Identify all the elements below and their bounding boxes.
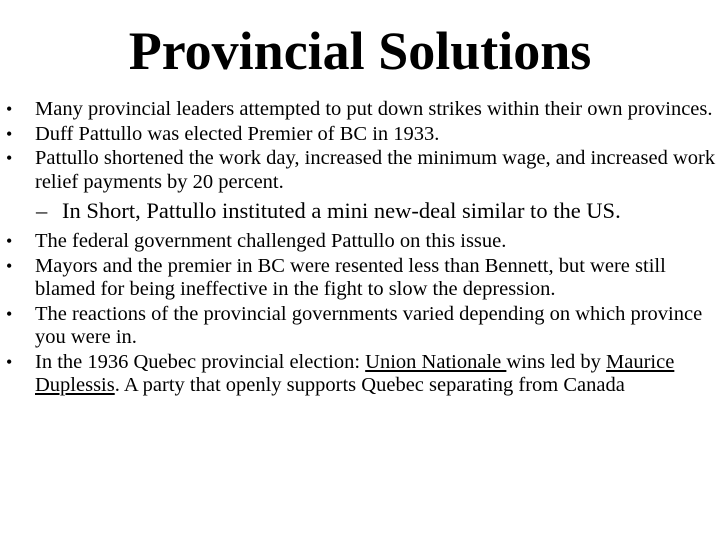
bullet-list: [6, 98, 718, 399]
bullet-text: Mayors and the premier in BC were resented less than Bennett, but were still blamed for being ineffective in the fight to slow the depression.: [35, 254, 666, 300]
bullet-item: [6, 147, 718, 194]
bullet-text: Duff Pattullo was elected Premier of BC in 1933.: [35, 122, 440, 145]
bullet-text: Pattullo shortened the work day, increased the minimum wage, and increased work relief payments by 20 percent.: [35, 147, 716, 193]
slide-title: Provincial Solutions: [128, 21, 592, 81]
bullet-text: The federal government challenged Pattullo on this issue.: [35, 230, 507, 252]
bullet-item: [6, 230, 718, 254]
bullet-dot-icon: •: [6, 303, 13, 324]
bullet-item: [6, 255, 718, 302]
election-text-suffix: . A party that openly supports Quebec separating from Canada: [114, 374, 625, 396]
bullet-item: [6, 303, 718, 350]
bullet-item: [6, 351, 718, 398]
bullet-text: Many provincial leaders attempted to put down strikes within their own provinces.: [35, 98, 713, 120]
bullet-item: [6, 98, 718, 122]
bullet-dot-icon: •: [6, 351, 13, 372]
election-text-prefix: In the 1936 Quebec provincial election:: [35, 350, 366, 373]
bullet-dot-icon: •: [6, 99, 13, 119]
maurice-duplessis-link[interactable]: Maurice Duplessis: [35, 350, 675, 396]
union-nationale-link[interactable]: Union Nationale: [365, 350, 507, 373]
bullet-dot-icon: •: [6, 123, 13, 144]
dash-icon: –: [36, 198, 48, 223]
sub-bullet-text: In Short, Pattullo instituted a mini new-deal similar to the US.: [62, 198, 621, 223]
election-text-middle: wins led by: [506, 350, 607, 373]
bullet-item: [6, 123, 718, 147]
sub-bullet-item: [6, 198, 718, 224]
bullet-text: The reactions of the provincial governments varied depending on which province you were in.: [35, 302, 703, 348]
bullet-dot-icon: •: [6, 255, 13, 276]
bullet-dot-icon: •: [6, 148, 13, 168]
bullet-dot-icon: •: [6, 231, 13, 251]
